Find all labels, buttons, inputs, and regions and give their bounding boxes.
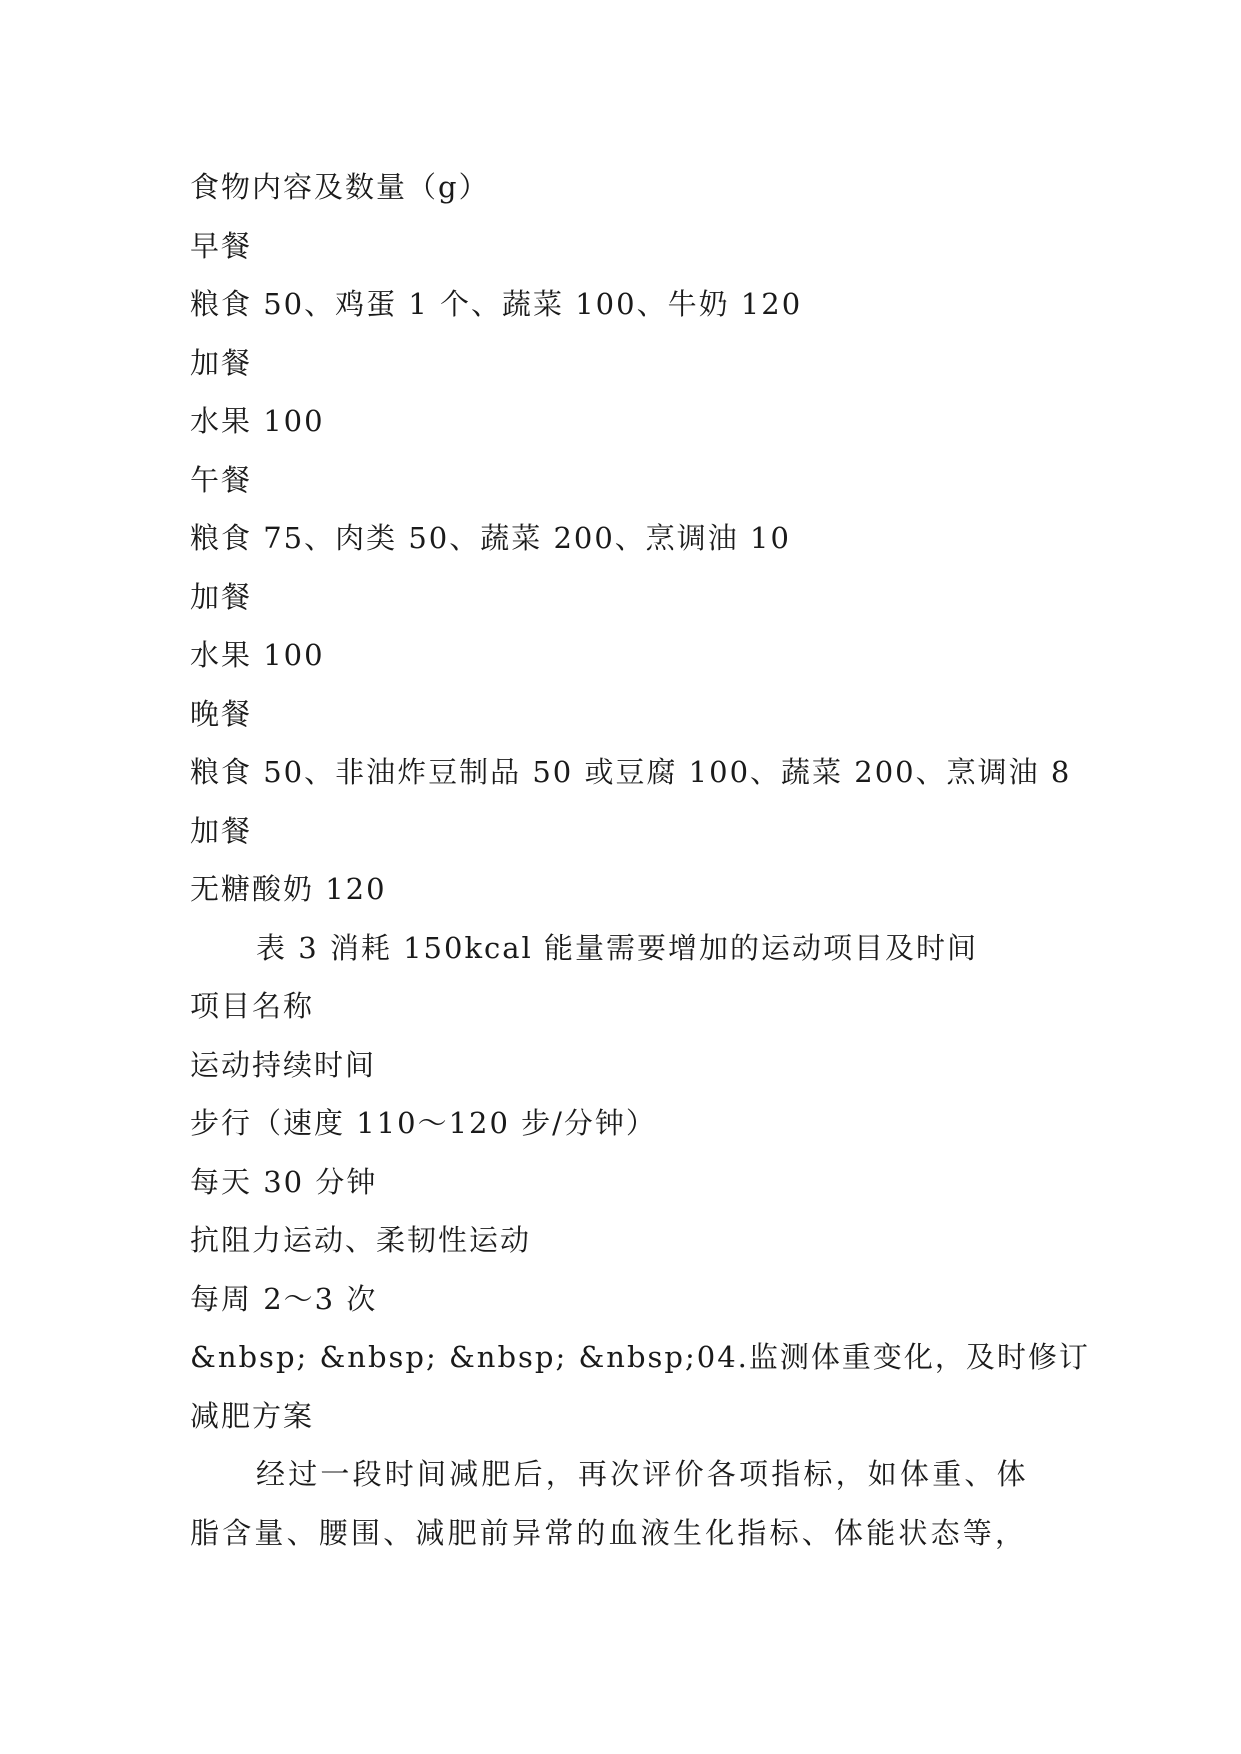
table-header-food-content: 食物内容及数量（g） [190, 170, 490, 204]
exercise-resistance: 抗阻力运动、柔韧性运动 [190, 1223, 532, 1257]
exercise-walking-duration: 每天 30 分钟 [190, 1164, 378, 1199]
meal-label-breakfast: 早餐 [190, 228, 253, 263]
meal-content-snack-1: 水果 100 [190, 404, 325, 438]
table-caption: 表 3 消耗 150kcal 能量需要增加的运动项目及时间 [256, 930, 979, 965]
table-header-duration: 运动持续时间 [190, 1047, 377, 1082]
meal-content-dinner: 粮食 50、非油炸豆制品 50 或豆腐 100、蔬菜 200、烹调油 8 [190, 755, 1072, 789]
meal-label-snack-3: 加餐 [190, 813, 253, 848]
document-body [190, 158, 1090, 1562]
exercise-resistance-frequency: 每周 2～3 次 [190, 1281, 378, 1316]
paragraph-line-1: 经过一段时间减肥后，再次评价各项指标，如体重、体 [256, 1457, 1029, 1491]
meal-content-lunch: 粮食 75、肉类 50、蔬菜 200、烹调油 10 [190, 521, 791, 555]
section-heading-monitor-weight: &nbsp; &nbsp; &nbsp; &nbsp;04.监测体重变化，及时修订 [190, 1340, 1090, 1374]
meal-label-lunch: 午餐 [190, 462, 253, 497]
table-header-item-name: 项目名称 [190, 989, 315, 1023]
section-heading-continued: 减肥方案 [190, 1398, 315, 1433]
paragraph-line-2: 脂含量、腰围、减肥前异常的血液生化指标、体能状态等， [190, 1515, 1028, 1550]
exercise-walking: 步行（速度 110～120 步/分钟） [190, 1106, 657, 1140]
meal-content-breakfast: 粮食 50、鸡蛋 1 个、蔬菜 100、牛奶 120 [190, 287, 803, 321]
meal-content-snack-2: 水果 100 [190, 638, 325, 672]
meal-content-snack-3: 无糖酸奶 120 [190, 872, 387, 906]
meal-label-snack-2: 加餐 [190, 579, 253, 614]
meal-label-snack-1: 加餐 [190, 345, 253, 380]
meal-label-dinner: 晚餐 [190, 696, 253, 731]
